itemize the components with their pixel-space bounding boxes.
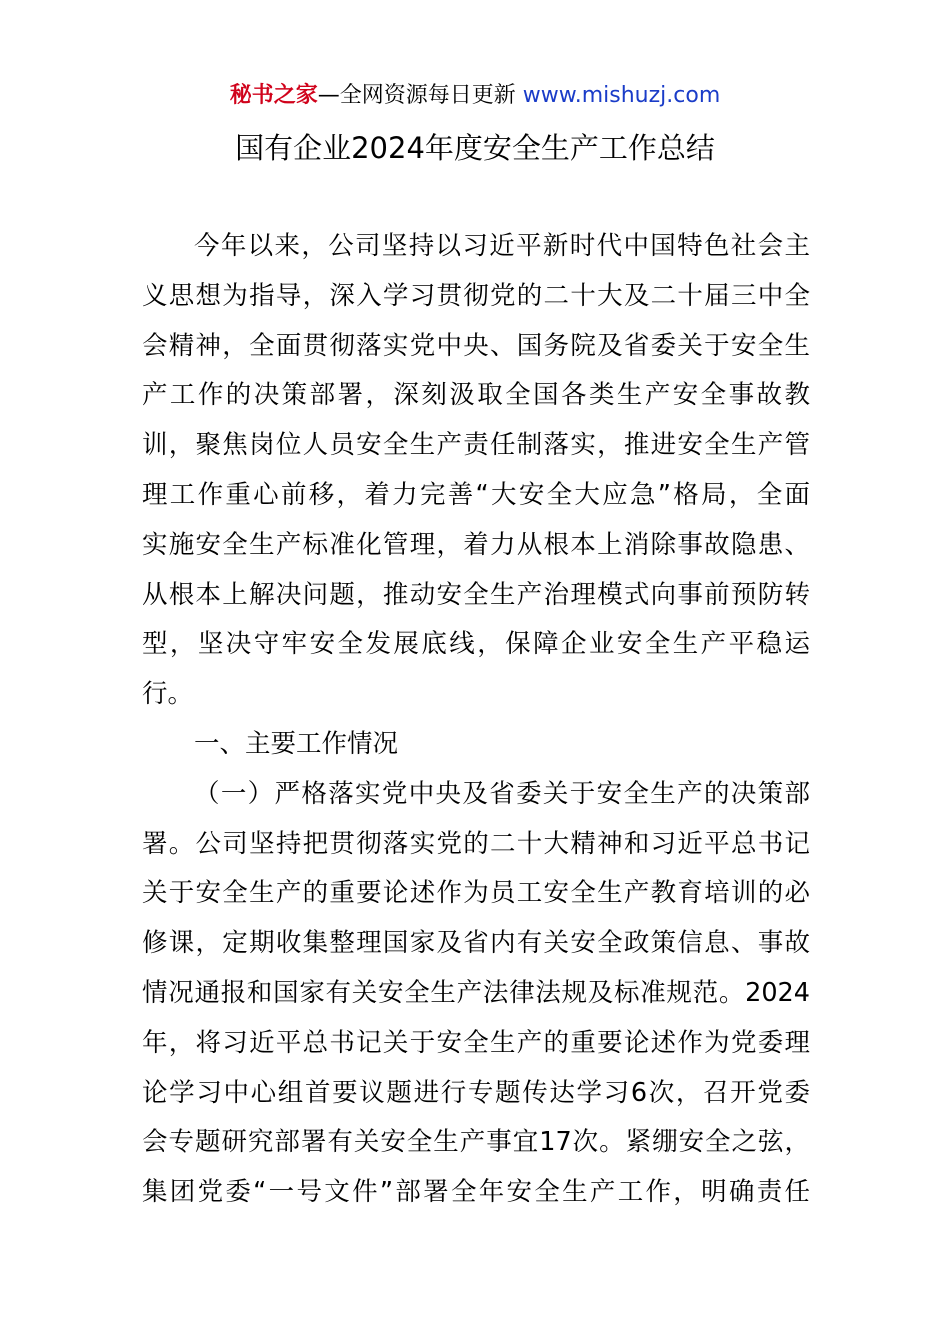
paragraph-line: 关于安全生产的重要论述作为员工安全生产教育培训的必 — [142, 878, 810, 909]
paragraph-line: 会专题研究部署有关安全生产事宜17次。紧绷安全之弦， — [142, 1127, 810, 1158]
header-tagline: —全网资源每日更新 — [317, 83, 523, 108]
paragraph-line: 署。公司坚持把贯彻落实党的二十大精神和习近平总书记 — [142, 828, 810, 859]
section-heading: 一、主要工作情况 — [194, 728, 399, 759]
paragraph-line: 从根本上解决问题，推动安全生产治理模式向事前预防转 — [142, 579, 810, 610]
paragraph-line: （一）严格落实党中央及省委关于安全生产的决策部 — [194, 778, 810, 809]
paragraph-line: 实施安全生产标准化管理，着力从根本上消除事故隐患、 — [142, 529, 810, 560]
site-url[interactable]: www.mishuzj.com — [522, 83, 721, 108]
paragraph-line: 修课，定期收集整理国家及省内有关安全政策信息、事故 — [142, 928, 810, 959]
document-body — [142, 222, 810, 1218]
paragraph-line: 年，将习近平总书记关于安全生产的重要论述作为党委理 — [142, 1027, 810, 1058]
paragraph-line: 会精神，全面贯彻落实党中央、国务院及省委关于安全生 — [142, 330, 810, 361]
paragraph-line: 论学习中心组首要议题进行专题传达学习6次，召开党委 — [142, 1077, 810, 1108]
paragraph-line: 今年以来，公司坚持以习近平新时代中国特色社会主 — [194, 231, 810, 261]
paragraph-line: 型，坚决守牢安全发展底线，保障企业安全生产平稳运 — [142, 629, 810, 660]
paragraph-line: 义思想为指导，深入学习贯彻党的二十大及二十届三中全 — [142, 280, 810, 311]
paragraph-line: 行。 — [142, 679, 194, 710]
paragraph-line: 情况通报和国家有关安全生产法律法规及标准规范。2024 — [142, 977, 810, 1008]
paragraph-line: 产工作的决策部署，深刻汲取全国各类生产安全事故教 — [142, 380, 810, 411]
brand-name: 秘书之家 — [229, 83, 318, 108]
paragraph-line: 集团党委“一号文件”部署全年安全生产工作，明确责任 — [142, 1177, 810, 1208]
paragraph-line: 训，聚焦岗位人员安全生产责任制落实，推进安全生产管 — [142, 430, 810, 461]
document-title: 国有企业2024年度安全生产工作总结 — [235, 131, 715, 165]
site-header — [0, 80, 950, 112]
paragraph-line: 理工作重心前移，着力完善“大安全大应急”格局，全面 — [142, 479, 810, 510]
